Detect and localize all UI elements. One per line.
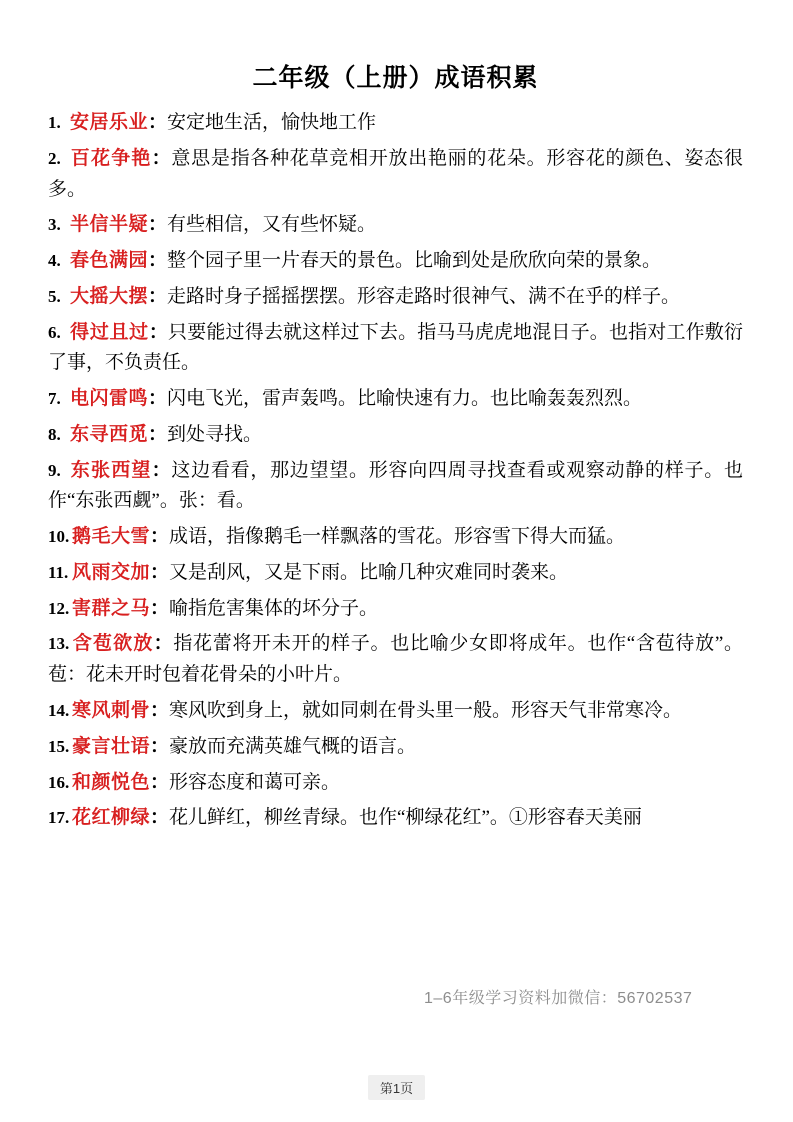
separator: ： xyxy=(151,459,172,481)
item-number: 10. xyxy=(48,527,70,547)
idiom-term: 花红柳绿 xyxy=(72,807,151,829)
idiom-definition: 形容态度和蔼可亲。 xyxy=(169,771,341,793)
separator: ： xyxy=(150,735,170,757)
item-number: 3. xyxy=(48,215,61,235)
item-number: 7. xyxy=(48,389,61,409)
idiom-term: 鹅毛大雪 xyxy=(72,526,151,548)
separator: ： xyxy=(148,321,169,343)
item-number: 5. xyxy=(48,286,61,306)
idiom-term: 安居乐业 xyxy=(70,112,149,133)
item-number: 16. xyxy=(48,772,70,792)
idiom-definition: 喻指危害集体的坏分子。 xyxy=(169,597,379,619)
separator: ： xyxy=(148,214,168,236)
separator: ： xyxy=(148,388,168,410)
list-item xyxy=(48,696,743,727)
idiom-definition: 到处寻找。 xyxy=(167,423,263,445)
idiom-term: 电闪雷鸣 xyxy=(70,388,149,410)
idiom-term: 半信半疑 xyxy=(70,214,149,236)
separator: ： xyxy=(148,423,168,445)
list-item xyxy=(48,803,743,834)
list-item xyxy=(48,246,743,277)
separator: ： xyxy=(150,807,170,829)
item-number: 15. xyxy=(48,736,70,756)
separator: ： xyxy=(148,285,168,307)
idiom-definition: 意思是指各种花草竞相开放出艳丽的花朵。形容花的颜色、姿态很多。 xyxy=(48,147,743,200)
idiom-definition: 安定地生活，愉快地工作 xyxy=(167,112,377,133)
separator: ： xyxy=(150,526,170,548)
list-item xyxy=(48,629,743,691)
separator: ： xyxy=(153,633,174,655)
list-item xyxy=(48,558,743,589)
item-number: 9. xyxy=(48,460,61,480)
page-title: 二年级（上册）成语积累 xyxy=(252,65,539,92)
idiom-definition: 寒风吹到身上，就如同刺在骨头里一般。形容天气非常寒冷。 xyxy=(169,700,683,722)
item-number: 2. xyxy=(48,148,61,168)
idiom-term: 含苞欲放 xyxy=(72,633,154,655)
idiom-term: 春色满园 xyxy=(70,250,149,272)
list-item xyxy=(48,144,743,206)
idiom-definition: 只要能过得去就这样过下去。指马马虎虎地混日子。也指对工作敷衍了事，不负责任。 xyxy=(48,321,743,374)
idiom-definition: 豪放而充满英雄气概的语言。 xyxy=(169,735,417,757)
separator: ： xyxy=(150,597,170,619)
separator: ： xyxy=(148,112,168,133)
list-item xyxy=(48,456,743,518)
separator: ： xyxy=(150,700,170,722)
idiom-definition: 整个园子里一片春天的景色。比喻到处是欣欣向荣的景象。 xyxy=(167,250,662,272)
separator: ： xyxy=(148,250,168,272)
idiom-term: 东张西望 xyxy=(70,459,152,481)
idiom-term: 风雨交加 xyxy=(72,561,151,583)
list-item xyxy=(48,420,743,451)
page-number: 第1页 xyxy=(368,1075,425,1100)
idiom-term: 害群之马 xyxy=(72,597,151,619)
idiom-term: 豪言壮语 xyxy=(72,735,151,757)
idiom-definition: 有些相信，又有些怀疑。 xyxy=(167,214,377,236)
item-number: 8. xyxy=(48,424,61,444)
item-number: 6. xyxy=(48,322,61,342)
page-footer xyxy=(0,1075,793,1100)
separator: ： xyxy=(151,147,172,169)
idiom-definition: 这边看看，那边望望。形容向四周寻找查看或观察动静的样子。也作“东张西觑”。张：看。 xyxy=(48,459,743,512)
item-number: 1. xyxy=(48,113,61,132)
idiom-definition: 又是刮风，又是下雨。比喻几种灾难同时袭来。 xyxy=(169,561,569,583)
idiom-definition: 花儿鲜红，柳丝青绿。也作“柳绿花红”。①形容春天美丽 xyxy=(169,807,642,829)
list-item xyxy=(48,732,743,763)
item-number: 14. xyxy=(48,701,70,721)
list-item xyxy=(48,282,743,313)
idiom-term: 和颜悦色 xyxy=(72,771,151,793)
item-number: 17. xyxy=(48,808,70,828)
list-item xyxy=(48,522,743,553)
idiom-term: 寒风刺骨 xyxy=(72,700,151,722)
idiom-definition: 指花蕾将开未开的样子。也比喻少女即将成年。也作“含苞待放”。苞：花未开时包着花骨朵的小叶片。 xyxy=(48,633,743,686)
separator: ： xyxy=(150,561,170,583)
list-item xyxy=(48,318,743,380)
item-number: 4. xyxy=(48,251,61,271)
separator: ： xyxy=(150,771,170,793)
item-number: 13. xyxy=(48,634,70,654)
idiom-definition: 走路时身子摇摇摆摆。形容走路时很神气、满不在乎的样子。 xyxy=(167,285,681,307)
idiom-term: 大摇大摆 xyxy=(70,285,149,307)
list-item xyxy=(48,768,743,799)
idiom-list xyxy=(48,108,743,834)
item-number: 11. xyxy=(48,562,69,582)
idiom-definition: 闪电飞光，雷声轰鸣。比喻快速有力。也比喻轰轰烈烈。 xyxy=(167,388,643,410)
item-number: 12. xyxy=(48,598,70,618)
list-item xyxy=(48,594,743,625)
idiom-term: 得过且过 xyxy=(70,321,149,343)
watermark-text: 1–6年级学习资料加微信：56702537 xyxy=(424,990,693,1007)
list-item xyxy=(48,108,743,139)
list-item xyxy=(48,384,743,415)
idiom-term: 百花争艳 xyxy=(70,147,152,169)
idiom-definition: 成语，指像鹅毛一样飘落的雪花。形容雪下得大而猛。 xyxy=(169,526,626,548)
idiom-term: 东寻西觅 xyxy=(70,423,149,445)
list-item xyxy=(48,210,743,241)
